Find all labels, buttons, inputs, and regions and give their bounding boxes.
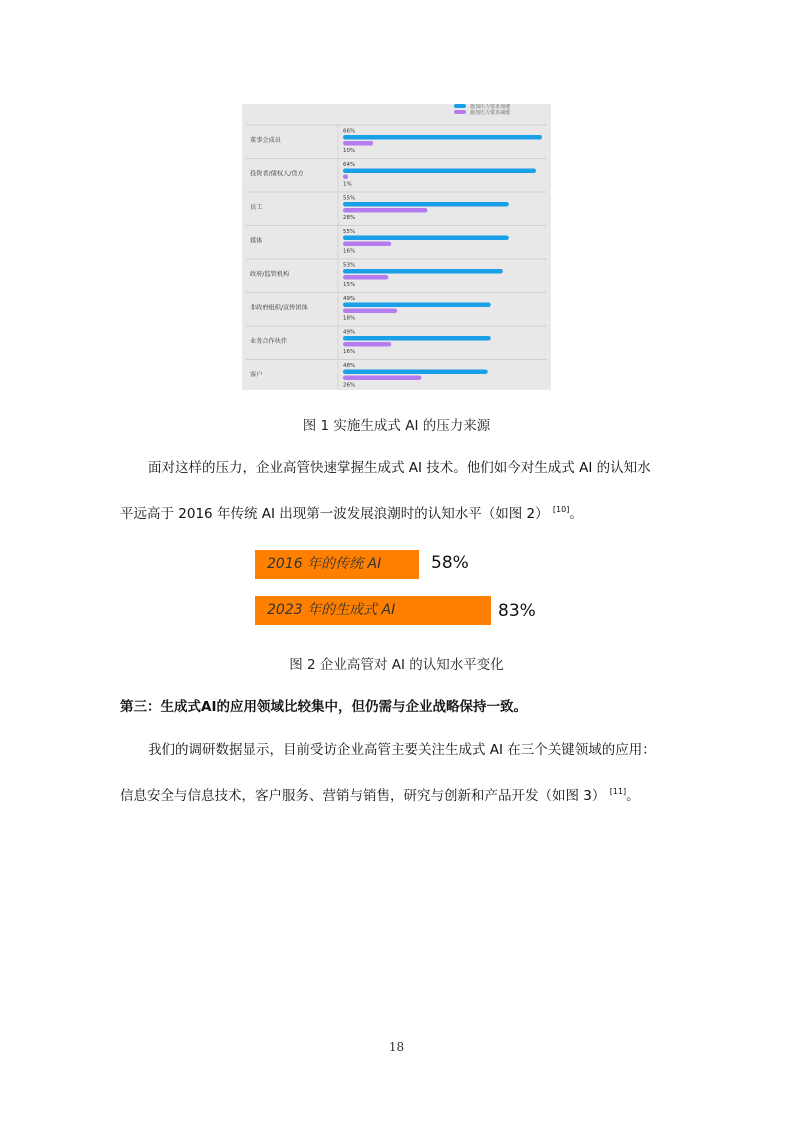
paragraph-1-end: 。 bbox=[569, 506, 583, 522]
paragraph-2-line-1: 我们的调研数据显示，目前受访企业高管主要关注生成式 AI 在三个关键领域的应用： bbox=[148, 742, 656, 758]
accelerate-bar bbox=[343, 236, 509, 241]
slow-value-label: 10% bbox=[343, 148, 356, 154]
page-number: 18 bbox=[388, 1040, 405, 1054]
figure-2-caption: 图 2 企业高管对 AI 的认知水平变化 bbox=[289, 657, 504, 673]
legend-label-1: 施加压力要求加速 bbox=[470, 104, 511, 110]
accelerate-value-label: 49% bbox=[343, 296, 356, 302]
value-2016: 58% bbox=[431, 553, 469, 573]
slow-value-label: 16% bbox=[343, 248, 356, 255]
pressure-source-chart bbox=[242, 104, 551, 390]
accelerate-bar bbox=[343, 370, 488, 375]
row-label: 员工 bbox=[250, 204, 263, 211]
row-label: 业务合作伙伴 bbox=[250, 338, 288, 345]
bar-2023-generative-ai: 2023 年的生成式 AI bbox=[255, 596, 491, 625]
accelerate-bar bbox=[343, 202, 509, 207]
reference-10: [10] bbox=[552, 505, 570, 514]
row-label: 媒体 bbox=[250, 237, 263, 245]
slow-bar bbox=[343, 376, 421, 381]
slow-bar bbox=[343, 141, 373, 146]
accelerate-value-label: 55% bbox=[343, 229, 356, 235]
accelerate-value-label: 64% bbox=[343, 162, 356, 168]
slow-bar bbox=[343, 208, 427, 213]
legend-swatch-1 bbox=[454, 104, 466, 108]
paragraph-2-end: 。 bbox=[626, 788, 640, 804]
paragraph-1-line-2 bbox=[120, 500, 583, 524]
section-heading: 第三：生成式AI的应用领域比较集中，但仍需与企业战略保持一致。 bbox=[120, 699, 527, 715]
slow-bar bbox=[343, 175, 348, 180]
accelerate-value-label: 48% bbox=[343, 363, 356, 369]
value-2023: 83% bbox=[498, 601, 536, 621]
legend-swatch-2 bbox=[454, 110, 466, 114]
accelerate-bar bbox=[343, 303, 491, 308]
paragraph-2-line-2 bbox=[120, 782, 640, 806]
legend-label-2: 施加压力要求减缓 bbox=[470, 110, 511, 116]
reference-11: [11] bbox=[609, 787, 627, 796]
row-label: 非政府组织/宣传团体 bbox=[250, 304, 308, 312]
accelerate-value-label: 49% bbox=[343, 329, 356, 336]
paragraph-2-line-2-text: 信息安全与信息技术，客户服务、营销与销售，研究与创新和产品开发（如图 3） bbox=[120, 788, 606, 804]
accelerate-bar bbox=[343, 269, 503, 274]
slow-bar bbox=[343, 309, 397, 314]
slow-value-label: 18% bbox=[343, 315, 356, 322]
accelerate-bar bbox=[343, 135, 542, 140]
slow-value-label: 26% bbox=[343, 382, 356, 389]
paragraph-1-line-2-text: 平远高于 2016 年传统 AI 出现第一波发展浪潮时的认知水平（如图 2） bbox=[120, 506, 549, 522]
accelerate-value-label: 53% bbox=[343, 262, 356, 269]
figure-1-chart bbox=[242, 104, 551, 390]
slow-value-label: 28% bbox=[343, 215, 356, 221]
figure-1-caption: 图 1 实施生成式 AI 的压力来源 bbox=[302, 418, 491, 434]
paragraph-1-line-1: 面对这样的压力，企业高管快速掌握生成式 AI 技术。他们如今对生成式 AI 的认知水 bbox=[148, 460, 651, 476]
slow-value-label: 1% bbox=[343, 181, 352, 188]
accelerate-value-label: 66% bbox=[343, 128, 356, 135]
accelerate-bar bbox=[343, 336, 491, 341]
row-label: 政府/监管机构 bbox=[250, 271, 290, 278]
slow-bar bbox=[343, 342, 391, 347]
accelerate-value-label: 55% bbox=[343, 195, 356, 202]
row-label: 客户 bbox=[250, 371, 263, 379]
bar-2016-traditional-ai: 2016 年的传统 AI bbox=[255, 550, 419, 579]
row-label: 董事会成员 bbox=[250, 137, 281, 144]
slow-value-label: 16% bbox=[343, 349, 356, 355]
slow-bar bbox=[343, 242, 391, 247]
slow-bar bbox=[343, 275, 388, 280]
row-label: 投资者/债权人/贷方 bbox=[250, 170, 304, 178]
accelerate-bar bbox=[343, 169, 536, 174]
slow-value-label: 15% bbox=[343, 282, 356, 288]
